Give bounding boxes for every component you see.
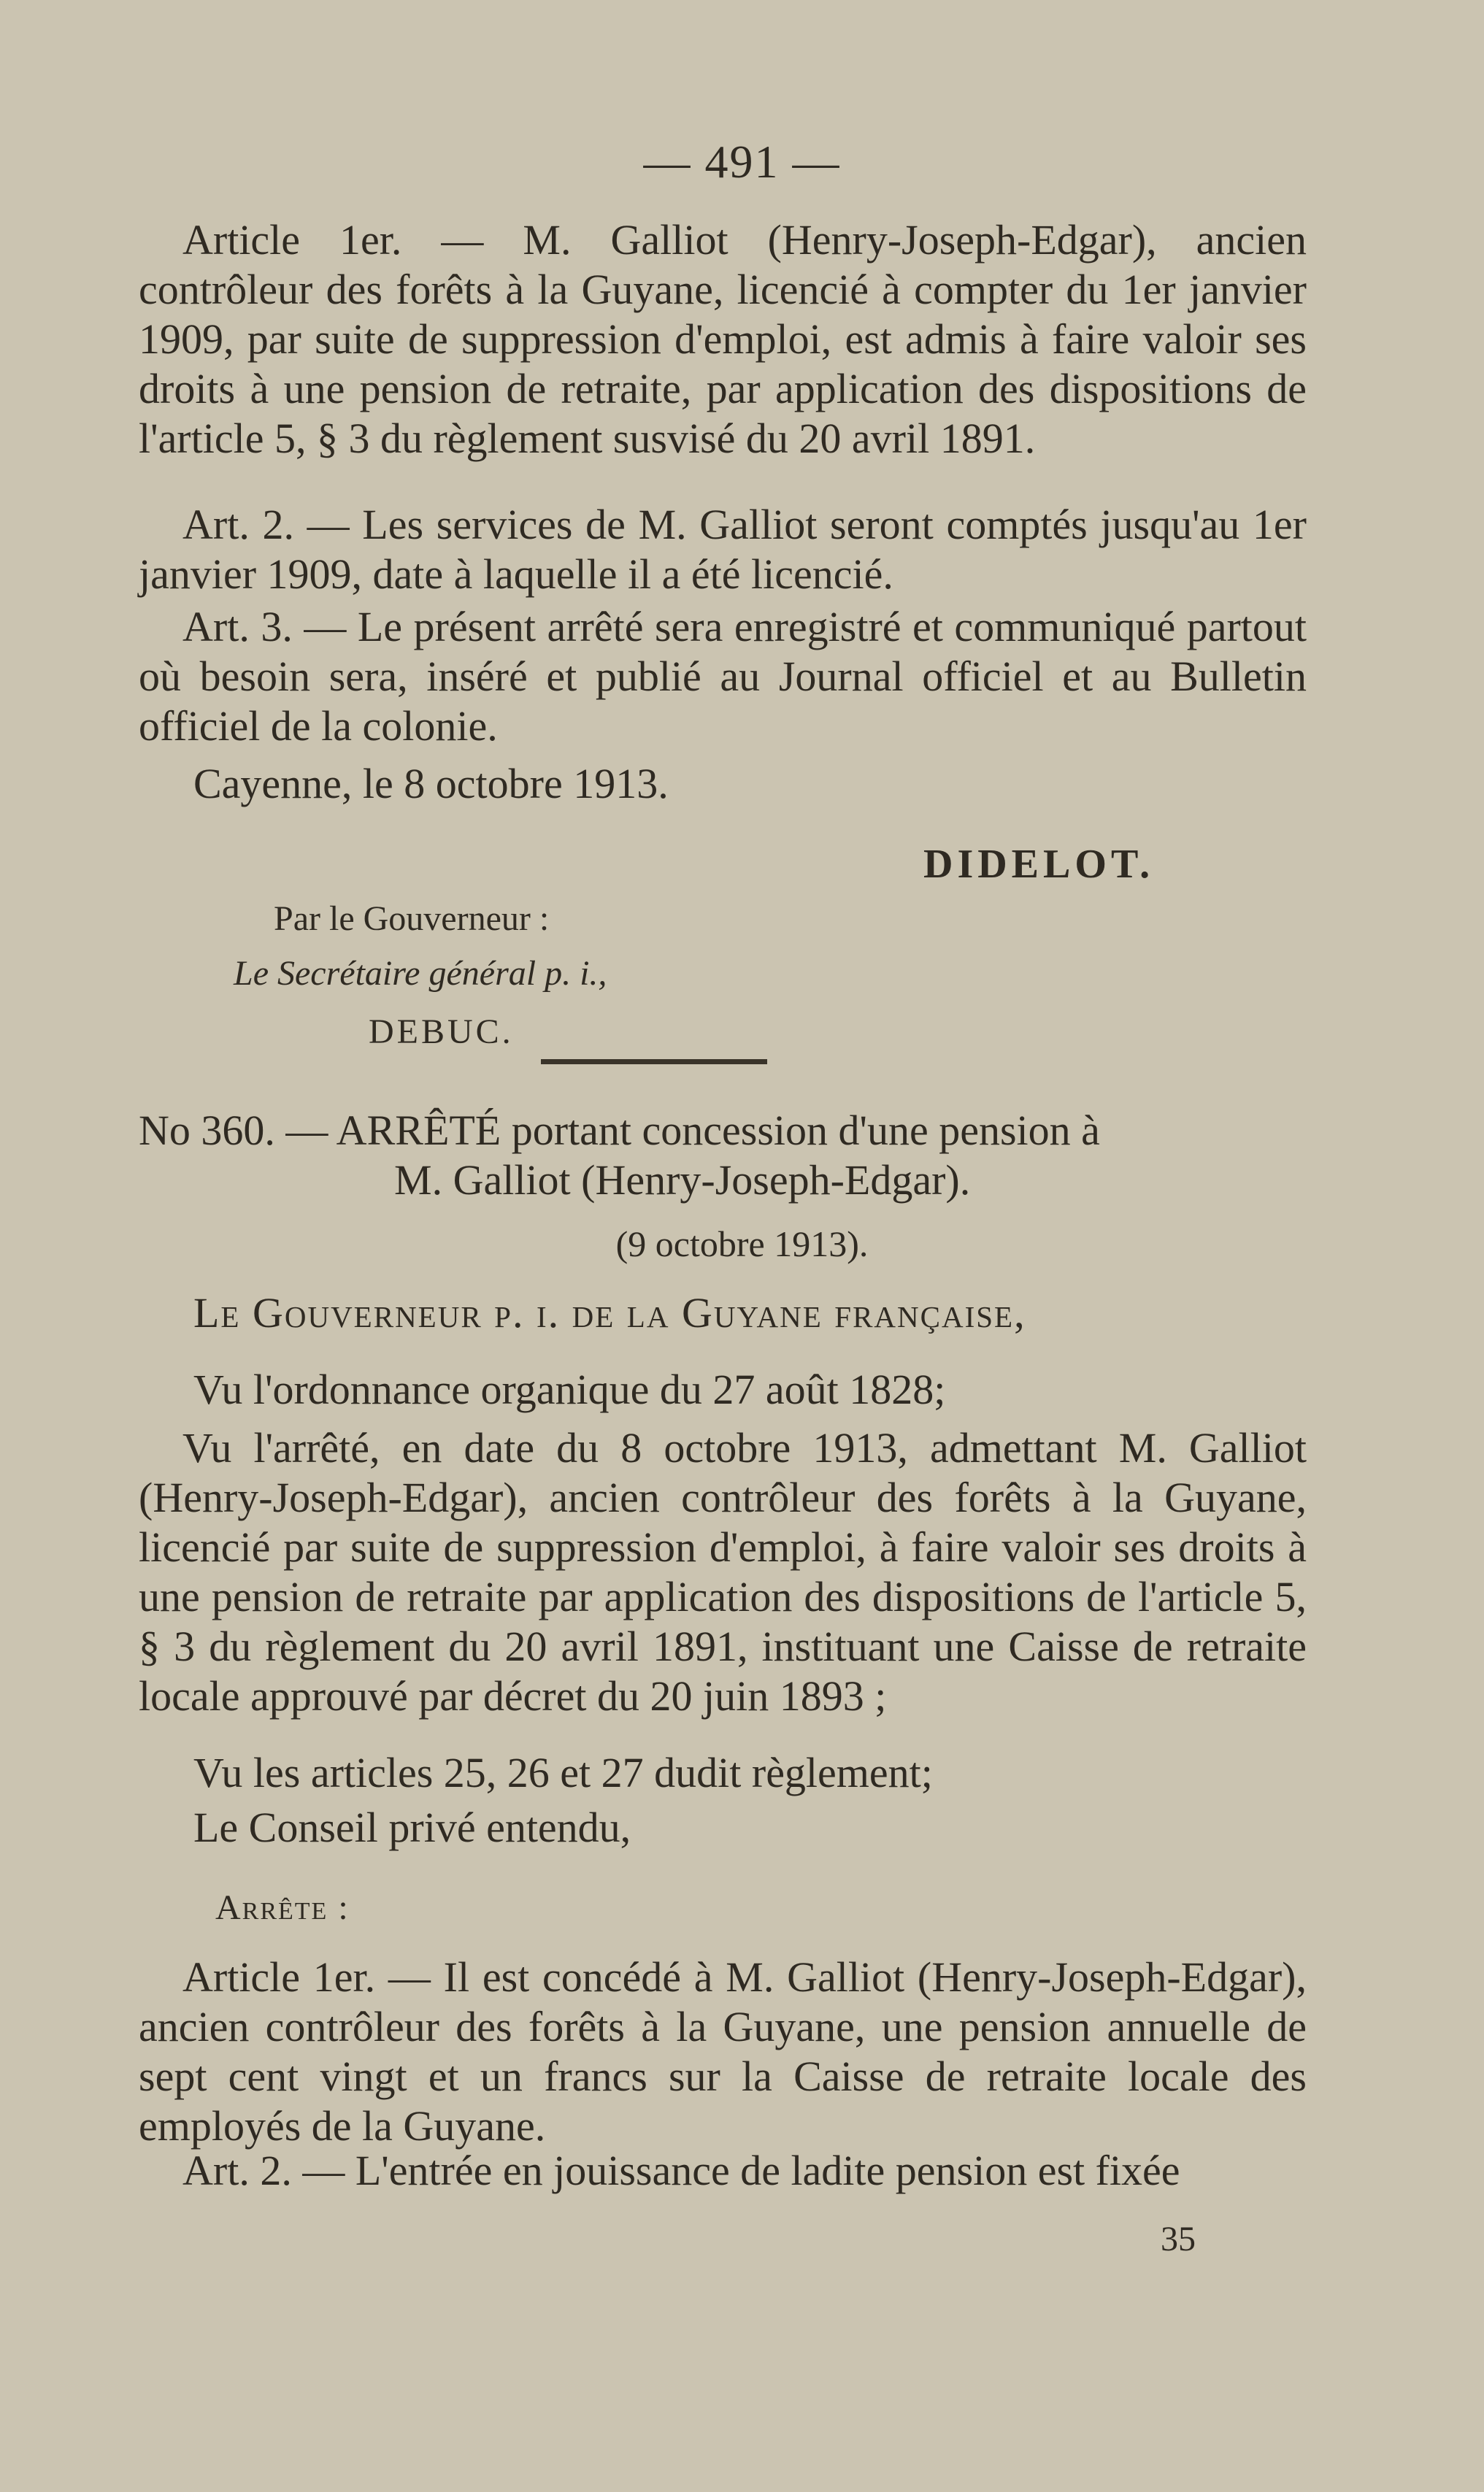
gouverneur-line: Le Gouverneur p. i. de la Guyane française, [193, 1289, 1026, 1337]
arrete-date: (9 octobre 1913). [615, 1223, 869, 1264]
page-number: — 491 — [643, 136, 841, 188]
vu-arrete: Vu l'arrêté, en date du 8 octobre 1913, admettant M. Galliot (Henry-Joseph-Edgar), ancien contrôleur des forêts à la Guyane, licencié par suite de suppression d'emploi, à faire valoir ses droits à une pension de retraite par application des dispositions de l'article 5, § 3 du règlement du 20 avril 1891, instituant une Caisse de retraite locale approuvé par décret du 20 juin 1893 ; [139, 1424, 1307, 1720]
par-gouverneur: Par le Gouverneur : [274, 899, 550, 938]
arrete-heading: Arrête : [215, 1888, 350, 1927]
secretaire-name: DEBUC. [369, 1012, 514, 1051]
conseil-prive: Le Conseil privé entendu, [193, 1804, 631, 1851]
article-1-text: Article 1er. — M. Galliot (Henry-Joseph-Edgar), ancien contrôleur des forêts à la Guyane, licencié à compter du 1er janvier 1909, par suite de suppression d'emploi, est admis à faire valoir ses droits à une pension de retraite, par application des dispositions de l'article 5, § 3 du règlement susvisé du 20 avril 1891. [139, 216, 1307, 462]
signature: DIDELOT. [923, 842, 1155, 887]
article-3-text: Art. 3. — Le présent arrêté sera enregistré et communiqué partout où besoin sera, inséré et publié au Journal officiel et au Bulletin officiel de la colonie. [139, 603, 1307, 750]
arrete-article-2: Art. 2. — L'entrée en jouissance de ladite pension est fixée [182, 2147, 1180, 2194]
arrete-title-line1: No 360. — ARRÊTÉ portant concession d'une pension à [139, 1107, 1100, 1154]
vu-articles: Vu les articles 25, 26 et 27 dudit règlement; [193, 1749, 933, 1796]
place-date: Cayenne, le 8 octobre 1913. [193, 760, 669, 807]
secretaire-general: Le Secrétaire général p. i., [234, 954, 607, 993]
arrete-title-line2: M. Galliot (Henry-Joseph-Edgar). [394, 1156, 971, 1204]
article-2-text: Art. 2. — Les services de M. Galliot seront comptés jusqu'au 1er janvier 1909, date à laquelle il a été licencié. [139, 501, 1307, 598]
separator-rule [541, 1059, 767, 1064]
arrete-article-1: Article 1er. — Il est concédé à M. Galliot (Henry-Joseph-Edgar), ancien contrôleur des forêts à la Guyane, une pension annuelle de sept cent vingt et un francs sur la Caisse de retraite locale des employés de la Guyane. [139, 1953, 1307, 2150]
folio-number: 35 [1161, 2220, 1196, 2258]
vu-ordonnance: Vu l'ordonnance organique du 27 août 1828; [193, 1366, 946, 1413]
